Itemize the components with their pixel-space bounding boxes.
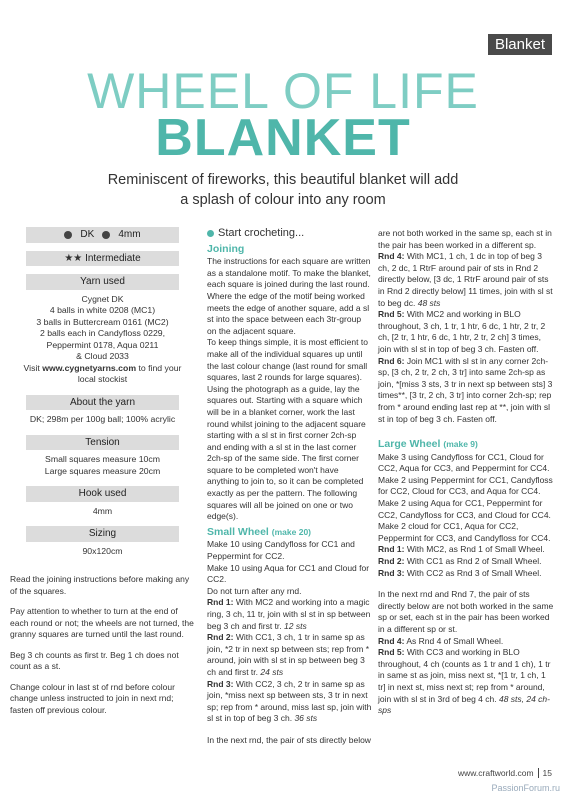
round-instruction xyxy=(378,544,554,556)
round-count: 48 sts xyxy=(417,297,441,308)
round-instruction xyxy=(378,309,554,355)
round-text: With MC2, as Rnd 1 of Small Wheel. xyxy=(406,544,545,555)
visit-suffix: to find your xyxy=(136,362,182,373)
instructions-column-2 xyxy=(207,228,372,747)
yarn-line: & Cloud 2033 xyxy=(76,351,129,361)
yarn-line: 3 balls in Buttercream 0161 (MC2) xyxy=(36,316,169,327)
round-label: Rnd 2: xyxy=(207,632,234,643)
yarn-line: 2 balls each in Candyfloss 0229, xyxy=(39,328,166,338)
large-wheel-note: In the next rnd and Rnd 7, the pair of sts directly below are not both worked in the same sp or set, each st in the pair has been worked in a different sp or st. xyxy=(378,589,554,634)
round-label: Rnd 2: xyxy=(378,556,405,567)
round-instruction xyxy=(378,636,554,648)
round-text: With MC2 and working in BLO throughout, 3 ch, 1 tr, 1 htr, 6 dc, 1 htr, 2 tr, 2 ch, [2 tr, 1 htr, 6 dc, 1 htr, 2 tr, 2 ch] 3 times, join with sl st in top of beg 3 ch. Fasten off. xyxy=(378,309,546,354)
round-label: Rnd 1: xyxy=(207,597,234,608)
watermark: PassionForum.ru xyxy=(491,783,560,793)
large-wheel-paragraph: Make 2 using Aqua for CC1, Peppermint for CC2, Candyfloss for CC3, and Cloud for CC4. xyxy=(378,498,551,520)
start-label: Start crocheting... xyxy=(218,227,305,239)
about-yarn-heading: About the yarn xyxy=(26,395,179,411)
yarn-ball-icon xyxy=(64,231,72,239)
note-paragraph: Beg 3 ch counts as first tr. Beg 1 ch does not count as a st. xyxy=(10,649,179,671)
large-wheel-title: Large Wheel xyxy=(378,438,441,451)
large-wheel-count: (make 9) xyxy=(443,439,478,450)
round-count: 48 sts, 24 ch-sps xyxy=(378,693,550,716)
small-wheel-paragraph: Make 10 using Aqua for CC1 and Cloud for CC2. xyxy=(207,562,370,585)
sizing-text: 90x120cm xyxy=(82,545,123,556)
tension-line: Small squares measure 10cm xyxy=(45,454,160,464)
round-label: Rnd 5: xyxy=(378,647,405,658)
yarn-used-heading: Yarn used xyxy=(26,274,179,290)
round-count: 24 sts xyxy=(260,666,284,677)
visit-line2: local stockist xyxy=(77,374,128,384)
tension-heading: Tension xyxy=(26,435,179,451)
small-wheel-paragraph: Do not turn after any rnd. xyxy=(207,585,302,596)
yarn-weight: DK xyxy=(80,229,95,240)
continuation-text: are not both worked in the same sp, each st in the pair has been worked in a different sp. xyxy=(378,228,552,250)
footer-site: www.craftworld.com xyxy=(457,768,534,778)
bullet-icon xyxy=(207,230,214,237)
section-tag: Blanket xyxy=(488,34,552,55)
yarn-line: 4 balls in white 0208 (MC1) xyxy=(49,305,156,315)
round-text: With MC2 and working into a magic ring, 3 ch, 11 tr, join with sl st in sp between beg 3 ch and first tr. xyxy=(207,597,371,631)
hook-icon xyxy=(102,231,110,239)
skill-level: Intermediate xyxy=(85,252,141,264)
round-text: With CC2, 3 ch, 2 tr in same sp as join, *miss next sp between sts, 3 tr in next sp; rep from * around, miss last sp, join with sl st in top of beg 3 ch. xyxy=(207,678,372,724)
start-crocheting-heading xyxy=(207,228,372,240)
page-footer xyxy=(458,768,552,778)
round-instruction xyxy=(207,597,372,632)
continuation-text: In the next rnd, the pair of sts directly below xyxy=(207,734,371,745)
tension-text xyxy=(10,454,195,477)
round-instruction xyxy=(378,251,554,309)
round-label: Rnd 6: xyxy=(378,355,405,366)
hook-size: 4mm xyxy=(118,229,141,240)
visit-prefix: Visit xyxy=(23,362,43,373)
round-label: Rnd 1: xyxy=(378,544,405,555)
page-title-line2: BLANKET xyxy=(155,109,411,167)
round-label: Rnd 3: xyxy=(207,678,234,689)
pattern-info-sidebar xyxy=(10,227,195,566)
large-wheel-paragraph: Make 2 cloud for CC1, Aqua for CC2, Peppermint for CC3, and Candyfloss for CC4. xyxy=(378,521,551,543)
large-wheel-heading xyxy=(378,439,554,451)
note-paragraph: Change colour in last st of rnd before colour change unless instructed to join in next rnd; fasten off previous colour. xyxy=(10,681,175,715)
round-text: Join MC1 with sl st in any corner 2ch-sp, [3 ch, 2 tr, 2 ch, 3 tr] into same 2ch-sp as join, *[miss 3 sts, 3 tr in next sp between sts] 3 times**, [3 tr, 2 ch, 3 tr] into corner 2ch-sp; rep from * around ending last rep at **, join with sl st in top of beg 3 ch. Fasten off. xyxy=(378,355,553,424)
yarn-line: Peppermint 0178, Aqua 0211 xyxy=(46,339,159,350)
round-instruction xyxy=(378,356,554,426)
large-wheel-paragraph: Make 2 using Peppermint for CC1, Candyfloss for CC2, Cloud for CC3, and Aqua for CC4. xyxy=(378,474,553,497)
hook-used-text: 4mm xyxy=(92,505,113,516)
large-wheel-paragraph: Make 3 using Candyfloss for CC1, Cloud for CC2, Aqua for CC3, and Peppermint for CC4. xyxy=(378,451,550,474)
round-label: Rnd 5: xyxy=(378,309,405,320)
page-number: 15 xyxy=(538,768,552,778)
joining-paragraph: The instructions for each square are written as a standalone motif. To make the blanket, each square is joined during the last round. Where the edge of the motif being worked meets the edge of another square, add a sl st into the space between each 3tr-group on the adjacent square. xyxy=(207,256,371,336)
yarn-line: Cygnet DK xyxy=(81,293,124,304)
yarn-website-link[interactable]: www.cygnetyarns.com xyxy=(42,362,137,373)
tension-line: Large squares measure 20cm xyxy=(44,465,161,476)
subtitle-line2: a splash of colour into any room xyxy=(180,192,386,208)
round-instruction xyxy=(378,568,554,580)
round-count: 12 sts xyxy=(284,620,307,631)
level-box xyxy=(26,251,179,267)
page-title-line1: WHEEL OF LIFE xyxy=(87,63,479,119)
small-wheel-title: Small Wheel xyxy=(207,525,269,538)
subtitle-line1: Reminiscent of fireworks, this beautiful blanket will add xyxy=(107,172,459,188)
note-paragraph: Pay attention to whether to turn at the end of each round or not; the wheels are not turned, the granny squares are turned until the last round. xyxy=(10,606,194,639)
round-instruction xyxy=(378,647,554,717)
small-wheel-count: (make 20) xyxy=(271,526,311,537)
round-text: With CC1, 3 ch, 1 tr in same sp as join, *2 tr in next sp between sts; rep from * around, join with sl st in sp between beg 3 ch and first tr. xyxy=(207,632,370,677)
round-text: As Rnd 4 of Small Wheel. xyxy=(406,635,504,646)
round-instruction xyxy=(207,632,372,678)
about-yarn-text: DK; 298m per 100g ball; 100% acrylic xyxy=(29,414,176,424)
round-instruction xyxy=(207,679,372,725)
joining-heading: Joining xyxy=(207,242,245,255)
subtitle xyxy=(40,170,526,210)
round-count: 36 sts xyxy=(294,713,318,724)
round-text: With CC3 and working in BLO throughout, 4 ch (counts as 1 tr and 1 ch), 1 tr in same st as join, miss next st, *[1 tr, 1 ch, 1 tr] in next st, miss next st; rep from * around, join with sl st in 3rd of beg 4 ch. xyxy=(378,647,551,704)
round-label: Rnd 4: xyxy=(378,251,405,262)
small-wheel-paragraph: Make 10 using Candyfloss for CC1 and Peppermint for CC2. xyxy=(207,539,355,562)
round-label: Rnd 3: xyxy=(378,567,405,578)
round-label: Rnd 4: xyxy=(378,635,405,646)
instructions-column-3 xyxy=(378,228,554,717)
round-text: With CC1 as Rnd 2 of Small Wheel. xyxy=(406,556,542,567)
sizing-heading: Sizing xyxy=(26,526,179,542)
small-wheel-heading xyxy=(207,527,372,539)
pattern-notes xyxy=(10,574,195,725)
note-paragraph: Read the joining instructions before making any of the squares. xyxy=(10,574,190,596)
round-text: With CC2 as Rnd 3 of Small Wheel. xyxy=(406,567,542,578)
joining-paragraph: To keep things simple, it is most efficient to make all of the individual squares up until the last colour change (last round for small squares, last 2 rounds for large squares). Using the photograph as a guide, lay the squares out. Starting with a square which will be in a blanket corner, work the last round whilst joining to the adjacent square starting with a sl st in first corner 2ch-sp and ending with a sl st in the last corner 2ch-sp of the same side. The first corner square to be completed won't have anything to join to, so it can be completed exactly as per the pattern. The following squares will all be joined on one or two edge(s). xyxy=(207,337,368,522)
weight-hook-box xyxy=(26,227,179,243)
star-icon: ★★ xyxy=(64,252,83,264)
round-text: With MC1, 1 ch, 1 dc in top of beg 3 ch, 2 dc, 1 RtrF around pair of sts in Rnd 2 directly below, [3 dc, 1 RtrF around pair of sts in Rnd 2 directly below] 11 times, join with sl st to beg dc. xyxy=(378,251,553,308)
yarn-used-text xyxy=(10,294,195,386)
round-instruction xyxy=(378,556,554,568)
hook-used-heading: Hook used xyxy=(26,486,179,502)
